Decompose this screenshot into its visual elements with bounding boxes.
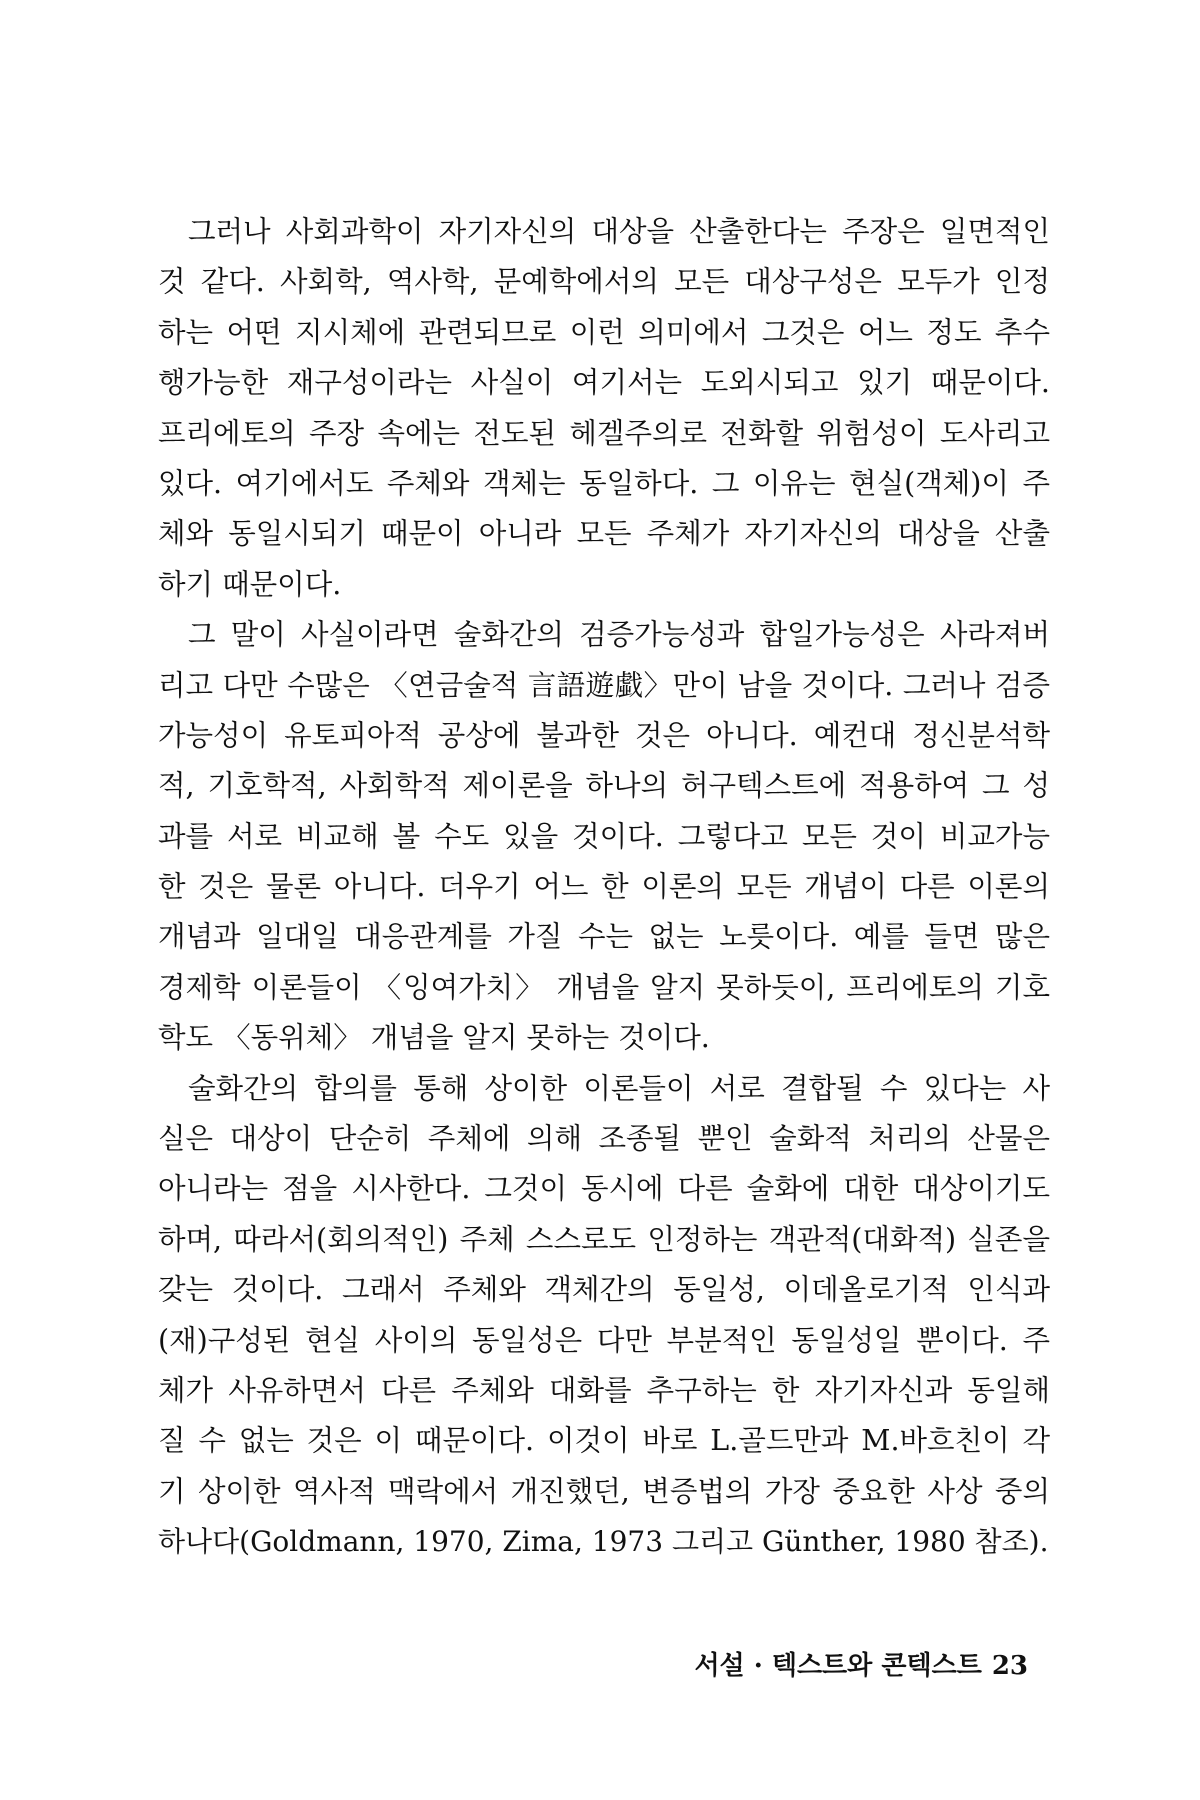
text-line: 가능성이 유토피아적 공상에 불과한 것은 아니다. 예컨대 정신분석학 [158, 718, 1050, 752]
text-line: 실은 대상이 단순히 주체에 의해 조종될 뿐인 술화적 처리의 산물은 [158, 1122, 1050, 1156]
text-line: 체와 동일시되기 때문이 아니라 모든 주체가 자기자신의 대상을 산출 [158, 517, 1050, 551]
text-line: 개념과 일대일 대응관계를 가질 수는 없는 노릇이다. 예를 들면 많은 [158, 920, 1050, 954]
text-line: 프리에토의 주장 속에는 전도된 헤겔주의로 전화할 위험성이 도사리고 [158, 416, 1050, 450]
text-line: 있다. 여기에서도 주체와 객체는 동일하다. 그 이유는 현실(객체)이 주 [158, 466, 1050, 500]
page-number: 23 [991, 1651, 1028, 1681]
text-line: 경제학 이론들이 〈잉여가치〉 개념을 알지 못하듯이, 프리에토의 기호 [158, 970, 1050, 1004]
text-line: 하나다(Goldmann, 1970, Zima, 1973 그리고 Günther, 1980 참조). [158, 1525, 1049, 1559]
text-line: 체가 사유하면서 다른 주체와 대화를 추구하는 한 자기자신과 동일해 [158, 1373, 1050, 1407]
body-text [158, 207, 1050, 1568]
text-line: 적, 기호학적, 사회학적 제이론을 하나의 허구텍스트에 적용하여 그 성 [158, 769, 1050, 803]
text-line: 학도 〈동위체〉 개념을 알지 못하는 것이다. [158, 1021, 710, 1055]
page-footer [694, 1645, 1028, 1682]
text-line: 과를 서로 비교해 볼 수도 있을 것이다. 그렇다고 모든 것이 비교가능 [158, 819, 1050, 853]
text-line: 그러나 사회과학이 자기자신의 대상을 산출한다는 주장은 일면적인 [188, 215, 1050, 248]
text-line: 질 수 없는 것은 이 때문이다. 이것이 바로 L.골드만과 M.바흐친이 각 [158, 1424, 1050, 1458]
text-line: 기 상이한 역사적 맥락에서 개진했던, 변증법의 가장 중요한 사상 중의 [158, 1474, 1050, 1508]
paragraph-1 [158, 207, 1050, 610]
text-line: 그 말이 사실이라면 술화간의 검증가능성과 합일가능성은 사라져버 [188, 618, 1050, 652]
text-line: 하는 어떤 지시체에 관련되므로 이런 의미에서 그것은 어느 정도 추수 [158, 315, 1050, 349]
paragraph-2 [158, 610, 1050, 1064]
running-title: 서설 · 텍스트와 콘텍스트 [694, 1651, 982, 1681]
text-line: 하며, 따라서(회의적인) 주체 스스로도 인정하는 객관적(대화적) 실존을 [158, 1222, 1050, 1256]
text-line: 리고 다만 수많은 〈연금술적 言語遊戱〉만이 남을 것이다. 그러나 검증 [158, 668, 1050, 702]
text-line: (재)구성된 현실 사이의 동일성은 다만 부분적인 동일성일 뿐이다. 주 [158, 1323, 1050, 1357]
text-line: 술화간의 합의를 통해 상이한 이론들이 서로 결합될 수 있다는 사 [188, 1071, 1050, 1105]
text-line: 한 것은 물론 아니다. 더우기 어느 한 이론의 모든 개념이 다른 이론의 [158, 870, 1050, 904]
text-line: 것 같다. 사회학, 역사학, 문예학에서의 모든 대상구성은 모두가 인정 [158, 265, 1050, 299]
text-line: 갖는 것이다. 그래서 주체와 객체간의 동일성, 이데올로기적 인식과 [158, 1273, 1050, 1307]
paragraph-3 [158, 1064, 1050, 1568]
text-line: 하기 때문이다. [158, 567, 342, 601]
text-line: 행가능한 재구성이라는 사실이 여기서는 도외시되고 있기 때문이다. [158, 366, 1050, 400]
text-line: 아니라는 점을 시사한다. 그것이 동시에 다른 술화에 대한 대상이기도 [158, 1172, 1050, 1206]
